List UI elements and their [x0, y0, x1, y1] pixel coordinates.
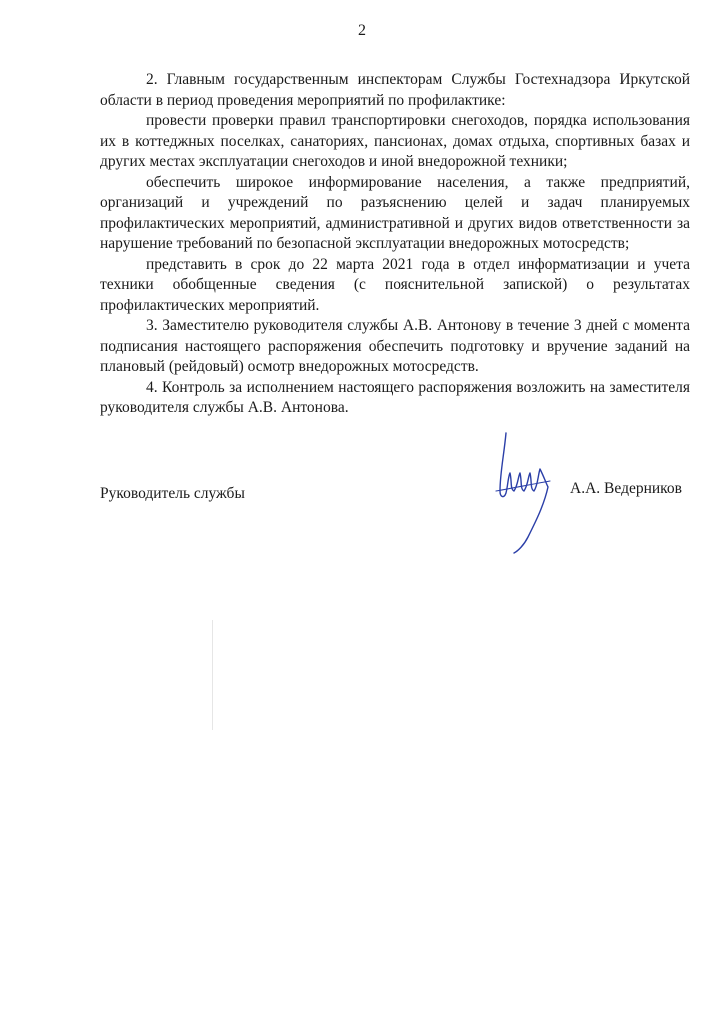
paragraph-item-2: 2. Главным государственным инспекторам Службы Гостехнадзора Иркутской области в период проведения мероприятий по профилактике:	[100, 71, 690, 109]
paragraph-report-deadline: представить в срок до 22 марта 2021 года в отдел информатизации и учета техники обобщенные сведения (с пояснительной запиской) о результатах профилактических мероприятий.	[100, 255, 690, 314]
signature-block	[100, 480, 690, 570]
paragraph-item-3: 3. Заместителю руководителя службы А.В. Антонову в течение 3 дней с момента подписания настоящего распоряжения обеспечить подготовку и вручение заданий на плановый (рейдовый) осмотр внедорожных мотосредств.	[100, 317, 690, 375]
page-number: 2	[358, 22, 366, 39]
handwritten-signature-icon	[488, 425, 568, 555]
signatory-name: А.А. Ведерников	[570, 480, 682, 497]
signatory-title: Руководитель службы	[100, 485, 245, 502]
document-body	[100, 70, 690, 419]
paragraph-item-4: 4. Контроль за исполнением настоящего распоряжения возложить на заместителя руководителя службы А.В. Антонова.	[100, 378, 690, 416]
paragraph-inspections: провести проверки правил транспортировки снегоходов, порядка использования их в коттеджных поселках, санаториях, пансионах, домах отдыха, спортивных базах и других местах эксплуатации снегоходов и иной внедорожной техники;	[100, 112, 690, 170]
paragraph-informing: обеспечить широкое информирование населения, а также предприятий, организаций и учреждений по разъяснению целей и задач планируемых профилактических мероприятий, административной и других видов ответственности за нарушение требований по безопасной эксплуатации внедорожных мотосредств;	[100, 173, 690, 252]
scan-artifact-line	[212, 620, 213, 730]
